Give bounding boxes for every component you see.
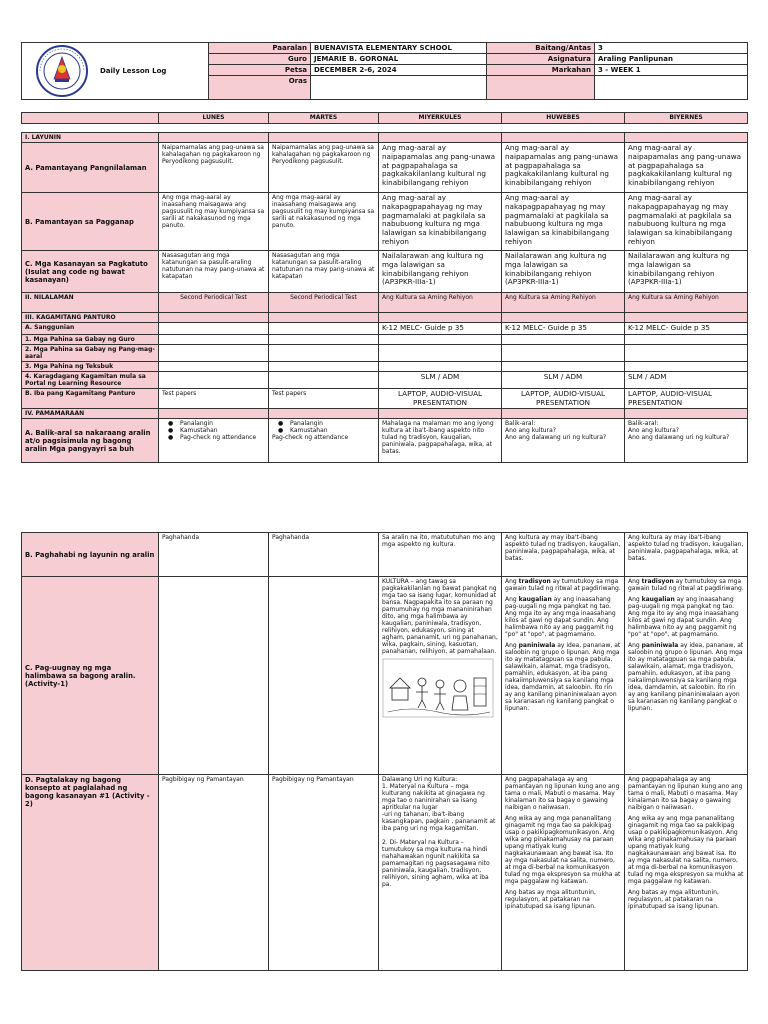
day-header-fri: BIYERNES [625,113,748,124]
cell-kag-thu: LAPTOP, AUDIO-VISUAL PRESENTATION [502,388,625,409]
batas-paragraph: Ang batas ay mga alituntunin, regulasyon, at patakaran na ipinatutupad sa isang lipunan. [505,889,596,910]
list-item: ● Panalangin [290,420,375,427]
cell-b-tue: Ang mga mag-aaral ay inaasahang maisagawa ang pagsusulit ng may kumpiyansa sa sarili at nakakasunod ng mga panuto. [269,193,379,251]
cell-a-tue: Naipamamalas ang pag-unawa sa kahalagahan ng pagkakaroon ng Peryodikong pagsusulit. [269,143,379,193]
corner-cell [22,113,159,124]
lesson-table-1 [21,112,747,463]
kaugalian-paragraph: Ang kaugalian ay ang inaasahang pag-uugali ng mga pangkat ng tao. Ang mga ito ay ang mga inaasahang kilos at gawi ng dapat sundin. Ang halimbawa nito ay ang paggamit ng "po" at "opo", at pagmamano. [628,596,739,638]
asignatura-value: Araling Panlipunan [595,54,748,65]
cell-t2b-thu: Ang kultura ay may iba't-ibang aspekto tulad ng tradisyon, kaugalian, paniniwala, pagpapahalaga, wika, at batas. [502,533,625,577]
cell-c-tue: Nasasagutan ang mga katanungan sa pasulit-araling natutunan na may pang-unawa at katapatan [269,251,379,293]
row-label-pamantayan-pagganap: B. Pamantayan sa Pagganap [22,193,159,251]
wika-paragraph: Ang wika ay ang mga pananalitang ginagamit ng mga tao sa pakikipag usap o pakikipagkomunikasyon. Ang wika ang pinakamahusay na paraan upang matiyak kung nagkakaunawaan ang bawat isa. Ito ay mga nakasulat na salita, numero, at mga di-berbal na komunikasyon tulad ng mga ekspresyon sa mukha at mga paggalaw ng katawan. [628,815,744,885]
header-logo-cell [22,43,209,100]
batas-paragraph: Ang batas ay mga alituntunin, regulasyon, at patakaran na ipinatutupad sa isang lipunan. [628,889,719,910]
cell-a-fri: Ang mag-aaral ay naipapamalas ang pang-unawa at pagpapahalaga sa pagkakakilanlang kultural ng kinabibilangang rehiyon [625,143,748,193]
row-label-portal: 4. Karagdagang Kagamitan mula sa Portal ng Learning Resource [22,371,159,388]
section-kagamitan: III. KAGAMITANG PANTURO [22,313,159,323]
cell-nil-fri: Ang Kultura sa Aming Rehiyon [625,293,748,313]
cell-kag-fri: LAPTOP, AUDIO-VISUAL PRESENTATION [625,388,748,409]
lesson-table-2 [21,532,747,971]
cell-c-mon: Nasasagutan ang mga katanungan sa pasulit-araling natutunan na may pang-unawa at katapatan [159,251,269,293]
cell-t2d-fri [625,775,748,971]
markahan-label: Markahan [487,65,595,76]
cell-pa-thu: Balik-aral: Ano ang kultura? Ano ang dalawang uri ng kultura? [502,419,625,463]
row-label-iba-pang-kagamitan: B. Iba pang Kagamitang Panturo [22,388,159,409]
cell-c-fri: Nailalarawan ang kultura ng mga lalawigan sa kinabibilangang rehiyon (AP3PKR-IIIa-1) [625,251,748,293]
day-header-tue: MARTES [269,113,379,124]
paaralan-label: Paaralan [209,43,311,54]
cell-c-wed: Nailalarawan ang kultura ng mga lalawigan sa kinabibilangang rehiyon (AP3PKR-IIIa-1) [379,251,502,293]
header-section [21,42,747,100]
guro-label: Guro [209,54,311,65]
paniniwala-paragraph: Ang paniniwala ay idea, pananaw, at saloobin ng grupo o lipunan. Ang mga ito ay matatagpuan sa mga pabula, salawikain, alamat, mga tradisyon, pamahiin, edukasyon, at iba pang nakaiimpluwensiya sa kanilang mga idea, damdamin, at saloobin. Ito rin ay ang kanilang pinaniniwalaan ayon sa karanasan ng kanilang pangkat o lipunan. [628,642,744,712]
cell-t2c-mon [159,577,269,775]
cell-t2b-tue: Paghahanda [269,533,379,577]
pagpapahalaga-paragraph: Ang pagpapahalaga ay ang pamantayan ng lipunan kung ano ang tama o mali, Mabuti o masama. May kinalaman ito sa bagay o gawaing naibigan o naiiwasan. [505,776,620,811]
section-pamamaraan: IV. PAMAMARAAN [22,409,159,419]
cell-pa-tue [269,419,379,463]
baitang-value: 3 [595,43,748,54]
section-nilalaman: II. NILALAMAN [22,293,159,313]
cell-t2b-wed: Sa aralin na ito, matututuhan mo ang mga aspekto ng kultura. [379,533,502,577]
cell-b-mon: Ang mga mag-aaral ay inaasahang maisagawa ang pagsusulit ng may kumpiyansa sa sarili at nakakasunod ng mga panuto. [159,193,269,251]
cell-t2d-thu [502,775,625,971]
row-label-teksbuk: 3. Mga Pahina ng Teksbuk [22,361,159,371]
cell-t2c-wed [379,577,502,775]
markahan-value: 3 - WEEK 1 [595,65,748,76]
cell-b-wed: Ang mag-aaral ay nakapagpapahayag ng may pagmamalaki at pagkilala sa nabubuong kultura ng mga lalawigan sa kinabibilangang rehiyon [379,193,502,251]
list-item: ● Kamustahan [180,427,265,434]
list-item: ● Pag-check ng attendance [180,434,265,441]
row-label-balik-aral: A. Balik-aral sa nakaraang aralin at/o pagsisimula ng bagong aralin Mga pangyayri sa buh [22,419,159,463]
row-label-gabay-mag-aaral: 2. Mga Pahina sa Gabay ng Pang-mag-aaral [22,344,159,361]
empty-value-cell [595,76,748,100]
day-header-thu: HUWEBES [502,113,625,124]
cell-t2b-fri: Ang kultura ay may iba't-ibang aspekto tulad ng tradisyon, kaugalian, paniniwala, pagpapahalaga, wika, at batas. [625,533,748,577]
petsa-label: Petsa [209,65,311,76]
cell-b-fri: Ang mag-aaral ay nakapagpapahayag ng may pagmamalaki at pagkilala sa nabubuong kultura ng mga lalawigan sa kinabibilangang rehiyon [625,193,748,251]
cell-kag-mon: Test papers [159,388,269,409]
guro-value: JEMARIE B. GORONAL [311,54,487,65]
tradisyon-paragraph: Ang tradisyon ay tumutukoy sa mga gawain tulad ng ritwal at pagdiriwang. [628,578,744,592]
attendance-text: Pag-check ng attendance [272,434,349,442]
paniniwala-paragraph: Ang paniniwala ay idea, pananaw, at saloobin ng grupo o lipunan. Ang mga ito ay matatagpuan sa mga pabula, salawikain, alamat, mga tradisyon, pamahiin, edukasyon, at iba pang nakaiimpluwensiya sa kanilang mga idea, damdamin, at saloobin. Ito rin ay ang kanilang pinaniniwalaan ayon sa karanasan ng kanilang pangkat o lipunan. [505,642,621,712]
row-label-sanggunian: A. Sanggunian [22,323,159,335]
cell-kag-tue: Test papers [269,388,379,409]
petsa-value: DECEMBER 2-6, 2024 [311,65,487,76]
row-label-pag-uugnay: C. Pag-uugnay ng mga halimbawa sa bagong aralin. (Activity-1) [22,577,159,775]
cell-portal-fri: SLM / ADM [625,371,748,388]
baitang-label: Baitang/Antas [487,43,595,54]
row-label-paghahabi: B. Paghahabi ng layunin ng aralin [22,533,159,577]
cell-nil-thu: Ang Kultura sa Aming Rehiyon [502,293,625,313]
cell-t2d-tue: Pagbibigay ng Pamantayan [269,775,379,971]
cell-portal-wed: SLM / ADM [379,371,502,388]
row-label-kasanayan: C. Mga Kasanayan sa Pagkatuto (Isulat ang code ng bawat kasanayan) [22,251,159,293]
kaugalian-paragraph: Ang kaugalian ay ang inaasahang pag-uugali ng mga pangkat ng tao. Ang mga ito ay ang mga inaasahang kilos at gawi ng dapat sundin. Ang halimbawa nito ay ang paggamit ng "po" at "opo", at pagmamano. [505,596,616,638]
day-header-wed: MIYERKULES [379,113,502,124]
row-label-pagtalakay: D. Pagtalakay ng bagong konsepto at paglalahad ng bagong kasanayan #1 (Activity - 2) [22,775,159,971]
cell-sang-fri: K-12 MELC- Guide p 35 [625,323,748,335]
pagpapahalaga-paragraph: Ang pagpapahalaga ay ang pamantayan ng lipunan kung ano ang tama o mali, Mabuti o masama. May kinalaman ito sa bagay o gawaing naibigan o naiiwasan. [628,776,743,811]
cell-pa-mon [159,419,269,463]
cell-a-wed: Ang mag-aaral ay naipapamalas ang pang-unawa at pagpapahalaga sa pagkakakilanlang kultural ng kinabibilangang rehiyon [379,143,502,193]
row-label-pamantayang-pangnilalaman: A. Pamantayang Pangnilalaman [22,143,159,193]
deped-seal-icon [30,43,94,99]
cell-t2d-wed: Dalawang Uri ng Kultura: 1. Materyal na Kultura – mga kulturang nakikita at ginagawa ng mga tao o naninirahan sa isang apritkular na lugar -uri ng tahanan, iba't-ibang kasangkapan, pagkain , pananamit at iba pang uri ng mga kagamitan. 2. Di- Materyal na Kultura – tumutukoy sa mga kultura na hindi nahahawakan ngunit nakikita sa pamamagitan ng pagsasagawa nito paniniwala, kaugalian, tradisyon, relihiyon, sining agham, wika at iba pa. [379,775,502,971]
kultura-definition: KULTURA – ang tawag sa pagkakakilanlan ng bawat pangkat ng mga tao sa isang lugar, komunidad at bansa. Nagpapakita ito sa paraan ng pamumuhay ng mga mananinirahan dito, ang mga halimbawa ay kaugalian, paniniwala, tradisyon, relihiyon, edukasyon, sining at agham, pananamit, uri ng panahanan, wika, pagkain, sining, kasuotan, panahanan, relihiyon, at pamahalaan. [382,578,498,655]
culture-illustration-icon [382,658,494,718]
section-layunin: I. LAYUNIN [22,133,159,143]
paaralan-value: BUENAVISTA ELEMENTARY SCHOOL [311,43,487,54]
cell-sang-wed: K-12 MELC- Guide p 35 [379,323,502,335]
cell-pa-wed: Mahalaga na malaman mo ang iyong kultura at iba't-ibang aspekto nito tulad ng tradisyon, kaugalian, paniniwala, pagpapahalaga, wika, at batas. [379,419,502,463]
cell-pa-fri: Balik-aral: Ano ang kultura? Ano ang dalawang uri ng kultura? [625,419,748,463]
row-label-gabay-guro: 1. Mga Pahina sa Gabay ng Guro [22,334,159,344]
cell-kag-wed: LAPTOP, AUDIO-VISUAL PRESENTATION [379,388,502,409]
cell-t2c-thu [502,577,625,775]
empty-label-cell [487,76,595,100]
cell-a-thu: Ang mag-aaral ay naipapamalas ang pang-unawa at pagpapahalaga sa pagkakakilanlang kultural ng kinabibilangang rehiyon [502,143,625,193]
cell-nil-wed: Ang Kultura sa Aming Rehiyon [379,293,502,313]
cell-nil-mon: Second Periodical Test [159,293,269,313]
cell-t2c-tue [269,577,379,775]
list-item: ● Kamustahan [290,427,375,434]
cell-a-mon: Naipamamalas ang pag-unawa sa kahalagahan ng pagkakaroon ng Peryodikong pagsusulit. [159,143,269,193]
cell-portal-thu: SLM / ADM [502,371,625,388]
cell-c-thu: Nailalarawan ang kultura ng mga lalawigan sa kinabibilangang rehiyon (AP3PKR-IIIa-1) [502,251,625,293]
oras-label: Oras [209,76,311,100]
asignatura-label: Asignatura [487,54,595,65]
day-header-mon: LUNES [159,113,269,124]
cell-nil-tue: Second Periodical Test [269,293,379,313]
cell-b-thu: Ang mag-aaral ay nakapagpapahayag ng may pagmamalaki at pagkilala sa nabubuong kultura ng mga lalawigan sa kinabibilangang rehiyon [502,193,625,251]
cell-t2b-mon: Paghahanda [159,533,269,577]
cell-t2d-mon: Pagbibigay ng Pamantayan [159,775,269,971]
oras-value [311,76,487,100]
list-item: ● Panalangin [180,420,265,427]
tradisyon-paragraph: Ang tradisyon ay tumutukoy sa mga gawain tulad ng ritwal at pagdiriwang. [505,578,621,592]
document-title: Daily Lesson Log [100,67,167,75]
wika-paragraph: Ang wika ay ang mga pananalitang ginagamit ng mga tao sa pakikipag usap o pakikipagkomunikasyon. Ang wika ang pinakamahusay na paraan upang matiyak kung nagkakaunawaan ang bawat isa. Ito ay mga nakasulat na salita, numero, at mga di-berbal na komunikasyon tulad ng mga ekspresyon sa mukha at mga paggalaw ng katawan. [505,815,621,885]
cell-t2c-fri [625,577,748,775]
cell-sang-thu: K-12 MELC- Guide p 35 [502,323,625,335]
